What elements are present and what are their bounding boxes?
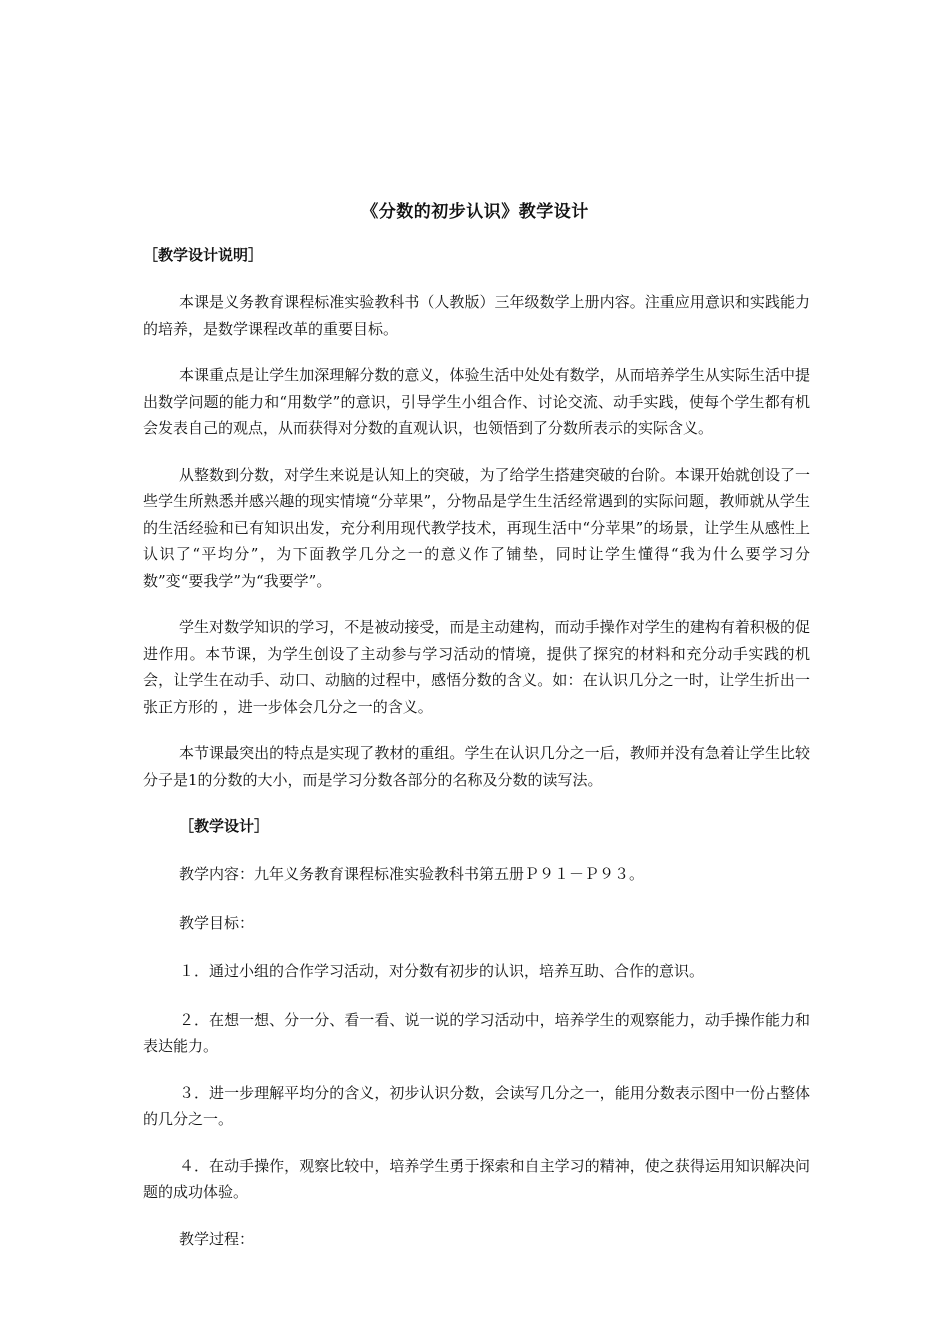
notes-paragraph-4: 学生对数学知识的学习，不是被动接受，而是主动建构，而动手操作对学生的建构有着积极的促进作用。本节课，为学生创设了主动参与学习活动的情境，提供了探究的材料和充分动手实践的机会，让学生在动手、动口、动脑的过程中，感悟分数的含义。如：在认识几分之一时，让学生折出一张正方形的 ，进一步体会几分之一的含义。	[143, 618, 810, 716]
document-body	[143, 242, 810, 1252]
goals-label: 教学目标：	[179, 913, 255, 932]
document-title: 《分数的初步认识》教学设计	[361, 202, 589, 222]
notes-paragraph-5: 本节课最突出的特点是实现了教材的重组。学生在认识几分之一后，教师并没有急着让学生比较分子是1的分数的大小，而是学习分数各部分的名称及分数的读写法。	[143, 744, 810, 789]
notes-paragraph-3: 从整数到分数，对学生来说是认知上的突破，为了给学生搭建突破的台阶。本课开始就创设了一些学生所熟悉并感兴趣的现实情境“分苹果”，分物品是学生生活经常遇到的实际问题，教师就从学生的生活经验和已有知识出发，充分利用现代教学技术，再现生活中“分苹果”的场景，让学生从感性上认识了“平均分”，为下面教学几分之一的意义作了铺垫，同时让学生懂得“我为什么要学习分数”变“要我学”为“我要学”。	[143, 465, 810, 590]
section-heading-design: ［教学设计］	[179, 817, 270, 835]
goal-item-2: ２．在想一想、分一分、看一看、说一说的学习活动中，培养学生的观察能力，动手操作能力和表达能力。	[143, 1010, 810, 1055]
teaching-content: 教学内容：九年义务教育课程标准实验教科书第五册Ｐ９１－Ｐ９３。	[179, 865, 645, 883]
notes-paragraph-1: 本课是义务教育课程标准实验教科书（人教版）三年级数学上册内容。注重应用意识和实践能力的培养，是数学课程改革的重要目标。	[143, 293, 810, 338]
section-heading-notes: ［教学设计说明］	[143, 246, 264, 264]
goal-item-1: １．通过小组的合作学习活动，对分数有初步的认识，培养互助、合作的意识。	[179, 962, 705, 980]
goal-item-4: ４．在动手操作，观察比较中，培养学生勇于探索和自主学习的精神，使之获得运用知识解决问题的成功体验。	[143, 1156, 810, 1201]
notes-paragraph-2: 本课重点是让学生加深理解分数的意义，体验生活中处处有数学，从而培养学生从实际生活中提出数学问题的能力和“用数学”的意识，引导学生小组合作、讨论交流、动手实践，使每个学生都有机会发表自己的观点，从而获得对分数的直观认识，也领悟到了分数所表示的实际含义。	[143, 366, 810, 437]
process-label: 教学过程：	[179, 1229, 255, 1248]
goal-item-3: ３．进一步理解平均分的含义，初步认识分数，会读写几分之一，能用分数表示图中一份占整体的几分之一。	[143, 1083, 810, 1128]
